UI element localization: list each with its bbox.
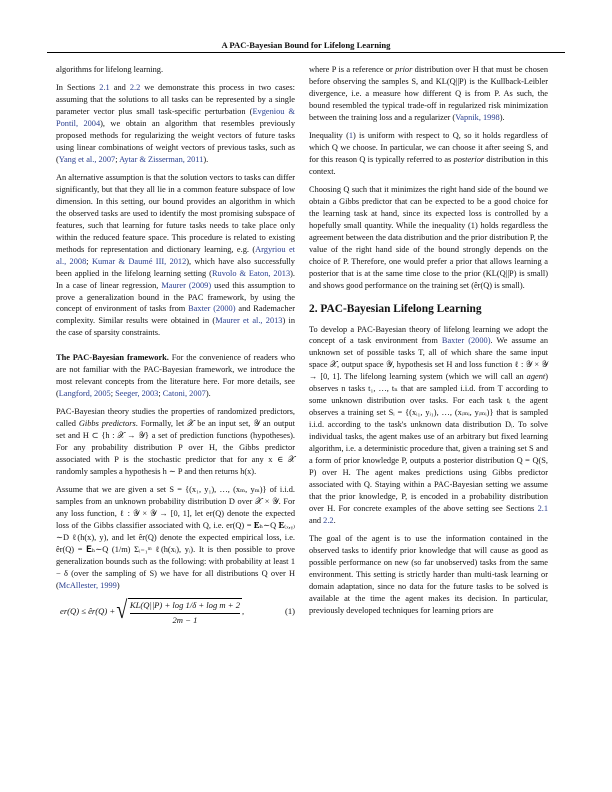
citation-link[interactable]: Yang et al., 2007 [58, 154, 116, 164]
sqrt-symbol-icon: √ [116, 597, 128, 625]
paragraph-task-environment: To develop a PAC-Bayesian theory of lifelong learning we adopt the concept of a task environment from Baxter (2000). We assume an unknown set of possible tasks T, all of which share the same input space 𝒳, output space 𝒴, hypothesis set H and loss function ℓ : 𝒴 × 𝒴 → [0, 1]. The lifelong learning system (which we will call an agent) observes n tasks t₁, …, tₙ that are sampled i.i.d. from T according to some unknown distribution over tasks. For each task tᵢ the agent observes a training set Sᵢ = {(xᵢ₁, yᵢ₁), …, (xᵢₘᵢ, yᵢₘᵢ)} that is sampled i.i.d. according to the task's unknown data distribution Dᵢ. To solve individual tasks, the agent makes use of an arbitrary but fixed learning algorithm, i.e. a deterministic procedure that, given a training set S and a form of prior knowledge P, outputs a posterior distribution Q = Q(S, P) over H. The agent makes predictions using Gibbs predictor associated with Q. Staying within a PAC-Bayesian setting we assume that the prior knowledge, P, is encoded in a probability distribution over H. For concrete examples of the above setting see Sections 2.1 and 2.2. [309, 324, 549, 525]
square-root [115, 597, 245, 627]
section-ref-link[interactable]: 2.2 [129, 83, 141, 93]
equation-1 [56, 598, 295, 627]
paragraph-gibbs-predictors: PAC-Bayesian theory studies the properties of randomized predictors, called Gibbs predictors. Formally, let 𝒳 be an input set, 𝒴 an output set and H ⊂ {h : 𝒳 → 𝒴} a set of prediction functions (hypotheses). For any probability distribution P over H, the Gibbs predictor associated with P is the stochastic predictor that for any x ∈ 𝒳 randomly samples a hypothesis h ∼ P and then returns h(x). [56, 407, 295, 477]
run-in-heading: The PAC-Bayesian framework. [56, 353, 169, 363]
paragraph-prior-definition: where P is a reference or prior distribution over H that must be chosen before observing the samples S, and KL(Q||P) is the Kullback-Leibler divergence, i.e. a measure how different Q is from P. As such, the bound resembled the typical trade-off in regularized risk minimization between the training loss and a regularizer (Vapnik, 1998). [309, 65, 548, 122]
citation-link[interactable]: Kumar & Daumé III, 2012 [91, 256, 187, 266]
citation-link[interactable]: Evgeniou & Pontil, 2004 [56, 107, 295, 128]
equation-fraction [128, 598, 245, 627]
citation-link[interactable]: Baxter (2000) [441, 336, 491, 346]
citation-link[interactable]: Argyriou et al., 2008 [56, 244, 295, 266]
equation-number: (1) [284, 606, 295, 617]
section-ref-link[interactable]: 2.1 [537, 503, 548, 513]
citation-link[interactable]: Vapnik, 1998 [455, 112, 500, 122]
citation-link[interactable]: Baxter (2000) [188, 304, 236, 314]
citation-link[interactable]: Catoni, 2007 [162, 389, 206, 399]
section-heading: 2. PAC-Bayesian Lifelong Learning [309, 302, 482, 315]
section-ref-link[interactable]: 2.2 [323, 515, 334, 525]
citation-link[interactable]: Langford, 2005 [58, 389, 111, 399]
citation-link[interactable]: Seeger, 2003 [115, 389, 159, 399]
citation-link[interactable]: McAllester, 1999 [58, 580, 117, 590]
paragraph-generalization-setup: Assume that we are given a set S = {(x₁, y₁), …, (xₘ, yₘ)} of i.i.d. samples from an unknown probability distribution D over 𝒳 × 𝒴. For any loss function, ℓ : 𝒴 × 𝒴 → [0, 1], let er(Q) denote the expected loss of the Gibbs classifier associated with Q, i.e. er(Q) = 𝐄ₕ∼Q 𝐄₍ₓ,ᵧ₎∼D ℓ(h(x), y), and let êr(Q) denote the expected empirical loss, i.e. êr(Q) = 𝐄ₕ∼Q (1/m) Σᵢ₌₁ᵐ ℓ(h(xᵢ), yᵢ). It is then possible to prove generalization bounds such as the following: with probability at least 1 − δ (over the sampling of S) we have for all distributions Q over H (McAllester, 1999) [56, 485, 295, 590]
equation-ref-link[interactable]: 1 [348, 130, 354, 140]
citation-link[interactable]: Maurer (2009) [161, 280, 212, 290]
citation-link[interactable]: Ruvolo & Eaton, 2013 [211, 268, 291, 278]
equation-lhs: er(Q) ≤ êr(Q) + [60, 606, 116, 617]
paragraph-choosing-q: Choosing Q such that it minimizes the right hand side of the bound we obtain a Gibbs predictor that can be expected to be a good choice for the learning task at hand, since its expected loss is controlled by a hopefully small quantity. While the inequality (1) holds regardless the agreement between the data distribution and the prior distribution P, the value of the right hand side of the bound strongly depends on the choice of P. Therefore, one would prefer a prior that allows learning a posterior that is at the same time close to the prior (KL(Q||P) is small) and shows good performance on the training set (êr(Q) is small). [309, 184, 548, 290]
paragraph-alternative-assumption: An alternative assumption is that the solution vectors to tasks can differ significantly, but that they all lie in a common feature subspace of low dimension. In this setting, our bound provides an algorithm in which the observed tasks are used to identify the most promising subspace of features, such that learning for future tasks needs to take place only within the reduced feature space. This procedure is related to existing methods for representation and dictionary learning, e.g. (Argyriou et al., 2008; Kumar & Daumé III, 2012), which have also successfully been applied in the lifelong learning setting (Ruvolo & Eaton, 2013). In a case of linear regression, Maurer (2009) used this assumption to prove a generalization bound in the PAC framework, by using the concept of environment of tasks from Baxter (2000) and Rademacher complexity. Similar results were obtained in (Maurer et al., 2013) in the case of sparsity constraints. [56, 173, 295, 338]
citation-link[interactable]: Aytar & Zisserman, 2011 [119, 154, 204, 164]
equation-numerator: KL(Q||P) + log 1/δ + log m + 2 [130, 600, 240, 614]
equation-trail: , [242, 606, 245, 617]
citation-link[interactable]: Maurer et al., 2013 [215, 316, 283, 326]
paragraph-sections-overview: In Sections 2.1 and 2.2 we demonstrate this process in two cases: assuming that the solutions to all tasks can be represented by a single parameter vector plus small task-specific perturbation (Evgeniou & Pontil, 2004), we obtain an algorithm that resembles previously proposed methods for regularizing the weight vectors of future tasks using linear combinations of weight vectors of previous tasks, such as (Yang et al., 2007; Aytar & Zisserman, 2011). [56, 83, 295, 164]
left-column [56, 64, 295, 627]
paragraph-inequality-uniform: Inequality (1) is uniform with respect to Q, so it holds regardless of which Q we choose. In particular, we can choose it after seeing S, and for this reason Q is typically referred to as posterior distribution in this context. [309, 130, 548, 176]
section-ref-link[interactable]: 2.1 [99, 83, 110, 93]
paragraph-agent-goal: The goal of the agent is to use the information contained in the observed tasks to identify prior knowledge that will cause as good as possible performance on new (so far unobserved) tasks from the same environment. This setting is strictly harder than multi-task learning or domain adaptation, since no data for the future tasks to be solved is available at the time the agent makes its decision. In particular, previously developed techniques for learning priors are [309, 533, 548, 615]
right-column [309, 64, 548, 623]
equation-denominator: 2m − 1 [172, 614, 198, 625]
running-title: A PAC-Bayesian Bound for Lifelong Learning [47, 40, 565, 53]
paragraph-continuation: algorithms for lifelong learning. [56, 65, 164, 74]
paragraph-pac-bayesian-framework: The PAC-Bayesian framework. For the convenience of readers who are not familiar with the PAC-Bayesian framework, we introduce the most relevant concepts from the literature here. For more details, see (Langford, 2005; Seeger, 2003; Catoni, 2007). [56, 353, 296, 399]
